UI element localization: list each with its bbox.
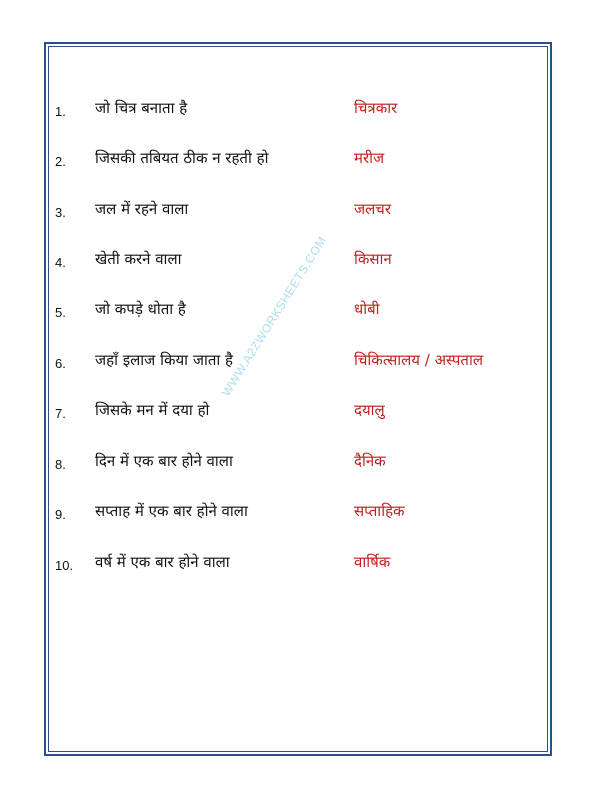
item-phrase: जो कपड़े धोता है xyxy=(95,300,186,318)
item-phrase: खेती करने वाला xyxy=(95,250,182,268)
item-phrase: जल में रहने वाला xyxy=(95,200,189,218)
item-number: 7. xyxy=(55,406,66,421)
item-phrase: जिसके मन में दया हो xyxy=(95,401,210,419)
site-watermark: WWW.A2ZWORKSHEETS.COM xyxy=(219,233,330,399)
item-answer: जलचर xyxy=(354,200,391,218)
item-phrase: जिसकी तबियत ठीक न रहती हो xyxy=(95,149,269,167)
item-phrase: जो चित्र बनाता है xyxy=(95,99,188,117)
item-phrase: वर्ष में एक बार होने वाला xyxy=(95,553,230,571)
item-answer: सप्ताहिक xyxy=(354,502,405,520)
item-number: 10. xyxy=(55,558,74,573)
item-answer: धोबी xyxy=(354,300,380,318)
item-answer: दयालु xyxy=(354,401,385,419)
item-answer: दैनिक xyxy=(354,452,386,470)
item-number: 5. xyxy=(55,305,66,320)
item-answer: किसान xyxy=(354,250,392,268)
list-item xyxy=(0,146,600,176)
item-number: 8. xyxy=(55,457,66,472)
item-answer: वार्षिक xyxy=(354,553,391,571)
list-item xyxy=(0,348,600,378)
item-number: 1. xyxy=(55,104,66,119)
list-item xyxy=(0,398,600,428)
item-answer: चिकित्सालय / अस्पताल xyxy=(354,351,484,369)
item-number: 9. xyxy=(55,507,66,522)
item-phrase: दिन में एक बार होने वाला xyxy=(95,452,233,470)
list-item xyxy=(0,96,600,126)
item-number: 2. xyxy=(55,154,66,169)
item-number: 4. xyxy=(55,255,66,270)
list-item xyxy=(0,297,600,327)
list-item xyxy=(0,197,600,227)
item-answer: मरीज xyxy=(354,149,385,167)
item-answer: चित्रकार xyxy=(354,99,398,117)
item-phrase: सप्ताह में एक बार होने वाला xyxy=(95,502,248,520)
list-item xyxy=(0,499,600,529)
list-item xyxy=(0,550,600,580)
item-phrase: जहाँ इलाज किया जाता है xyxy=(95,351,234,369)
item-number: 6. xyxy=(55,356,66,371)
item-number: 3. xyxy=(55,205,66,220)
list-item xyxy=(0,449,600,479)
